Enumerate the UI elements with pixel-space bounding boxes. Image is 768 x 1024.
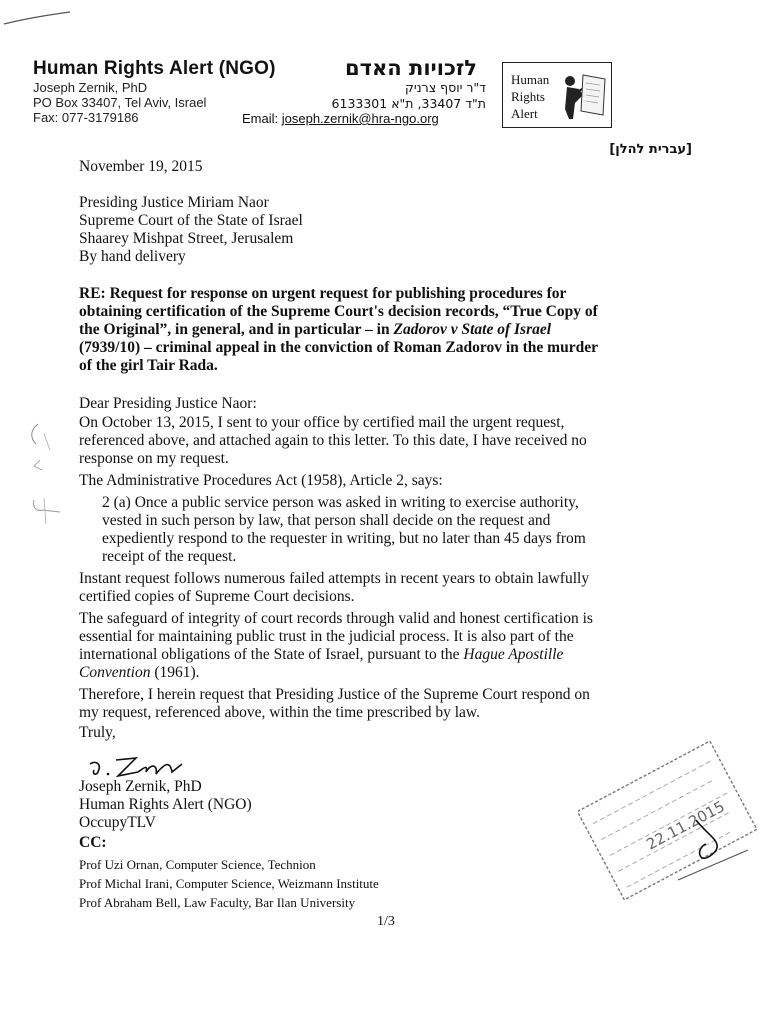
recipient-line: By hand delivery	[79, 248, 186, 265]
email-link[interactable]: joseph.zernik@hra-ngo.org	[281, 111, 439, 126]
letterhead-hebrew-person: ד"ר יוסף צרניק	[404, 80, 486, 95]
letterhead-person: Joseph Zernik, PhD	[33, 80, 148, 95]
paragraph-line: essential for maintaining public trust in the judicial process. It is also part of the	[79, 628, 574, 645]
recipient-line: Presiding Justice Miriam Naor	[79, 194, 269, 211]
logo-text	[511, 71, 549, 122]
paragraph-line: On October 13, 2015, I sent to your office by certified mail the urgent request,	[79, 414, 565, 431]
letterhead-email-row	[242, 111, 439, 126]
closing: Truly,	[79, 724, 116, 741]
paragraph-line: certified copies of Supreme Court decisions.	[79, 588, 355, 605]
convention-name: Hague Apostille	[463, 646, 564, 663]
letter-date: November 19, 2015	[79, 158, 203, 175]
margin-pencil-marks	[20, 420, 70, 530]
paragraph-line: response on my request.	[79, 450, 229, 467]
cc-recipient: Prof Uzi Ornan, Computer Science, Technion	[79, 857, 316, 872]
quote-line: expediently respond to the requester in writing, but no later than 45 days from	[102, 530, 586, 547]
cc-label: CC:	[79, 834, 107, 851]
signer-name: Joseph Zernik, PhD	[79, 778, 202, 795]
quote-line: receipt of the request.	[102, 548, 237, 565]
logo-figure-icon	[561, 69, 607, 121]
paragraph-line: The safeguard of integrity of court records through valid and honest certification is	[79, 610, 593, 627]
letterhead-fax: Fax: 077-3179186	[33, 110, 139, 125]
recipient-line: Supreme Court of the State of Israel	[79, 212, 303, 229]
org-name: Human Rights Alert (NGO)	[33, 58, 276, 79]
cc-recipient: Prof Abraham Bell, Law Faculty, Bar Ilan University	[79, 895, 356, 910]
signer-group: OccupyTLV	[79, 814, 156, 831]
paragraph-line: Therefore, I herein request that Presiding Justice of the Supreme Court respond on	[79, 686, 590, 703]
re-line: (7939/10) – criminal appeal in the conviction of Roman Zadorov in the murder	[79, 339, 598, 356]
quote-line: vested in such person by law, that person shall decide on the request and	[102, 512, 551, 529]
paragraph-line: Instant request follows numerous failed attempts in recent years to obtain lawfully	[79, 570, 590, 587]
paragraph-line: international obligations of the State of Israel, pursuant to the Hague Apostille	[79, 646, 564, 663]
corner-pen-mark	[0, 0, 80, 40]
letterhead-hebrew-title: לזכויות האדם	[345, 56, 477, 80]
logo-word: Rights	[511, 89, 545, 104]
recipient-line: Shaarey Mishpat Street, Jerusalem	[79, 230, 294, 247]
salutation: Dear Presiding Justice Naor:	[79, 395, 257, 412]
quote-line: 2 (a) Once a public service person was asked in writing to exercise authority,	[102, 494, 579, 511]
court-receipt-stamp	[578, 740, 758, 900]
letterhead-english	[33, 58, 279, 126]
handwritten-signature	[86, 750, 196, 780]
logo-word: Human	[511, 72, 550, 87]
paragraph-line: my request, referenced above, within the time prescribed by law.	[79, 704, 480, 721]
paragraph-line: Convention (1961).	[79, 664, 200, 681]
page-number: 1/3	[377, 914, 395, 929]
signer-org: Human Rights Alert (NGO)	[79, 796, 252, 813]
hra-logo	[502, 62, 612, 128]
hebrew-below-note: [עברית להלן]	[609, 142, 692, 157]
letterhead-hebrew-address: ת"ד 33407, ת"א 6133301	[331, 96, 486, 111]
stamp-date: 22.11.2015	[643, 797, 728, 854]
cc-recipient: Prof Michal Irani, Computer Science, Weizmann Institute	[79, 876, 379, 891]
re-line: the Original”, in general, and in particular – in Zadorov v State of Israel	[79, 321, 552, 338]
re-line: obtaining certification of the Supreme Court's decision records, “True Copy of	[79, 303, 598, 320]
paragraph-line: The Administrative Procedures Act (1958), Article 2, says:	[79, 472, 443, 489]
logo-word: Alert	[511, 106, 538, 121]
re-line: of the girl Tair Rada.	[79, 357, 218, 374]
email-label: Email:	[242, 111, 279, 126]
paragraph-line: referenced above, and attached again to this letter. To this date, I have received no	[79, 432, 587, 449]
re-line: RE: Request for response on urgent request for publishing procedures for	[79, 285, 567, 302]
letterhead-po-box: PO Box 33407, Tel Aviv, Israel	[33, 95, 207, 110]
case-name: Zadorov v State of Israel	[393, 321, 552, 338]
